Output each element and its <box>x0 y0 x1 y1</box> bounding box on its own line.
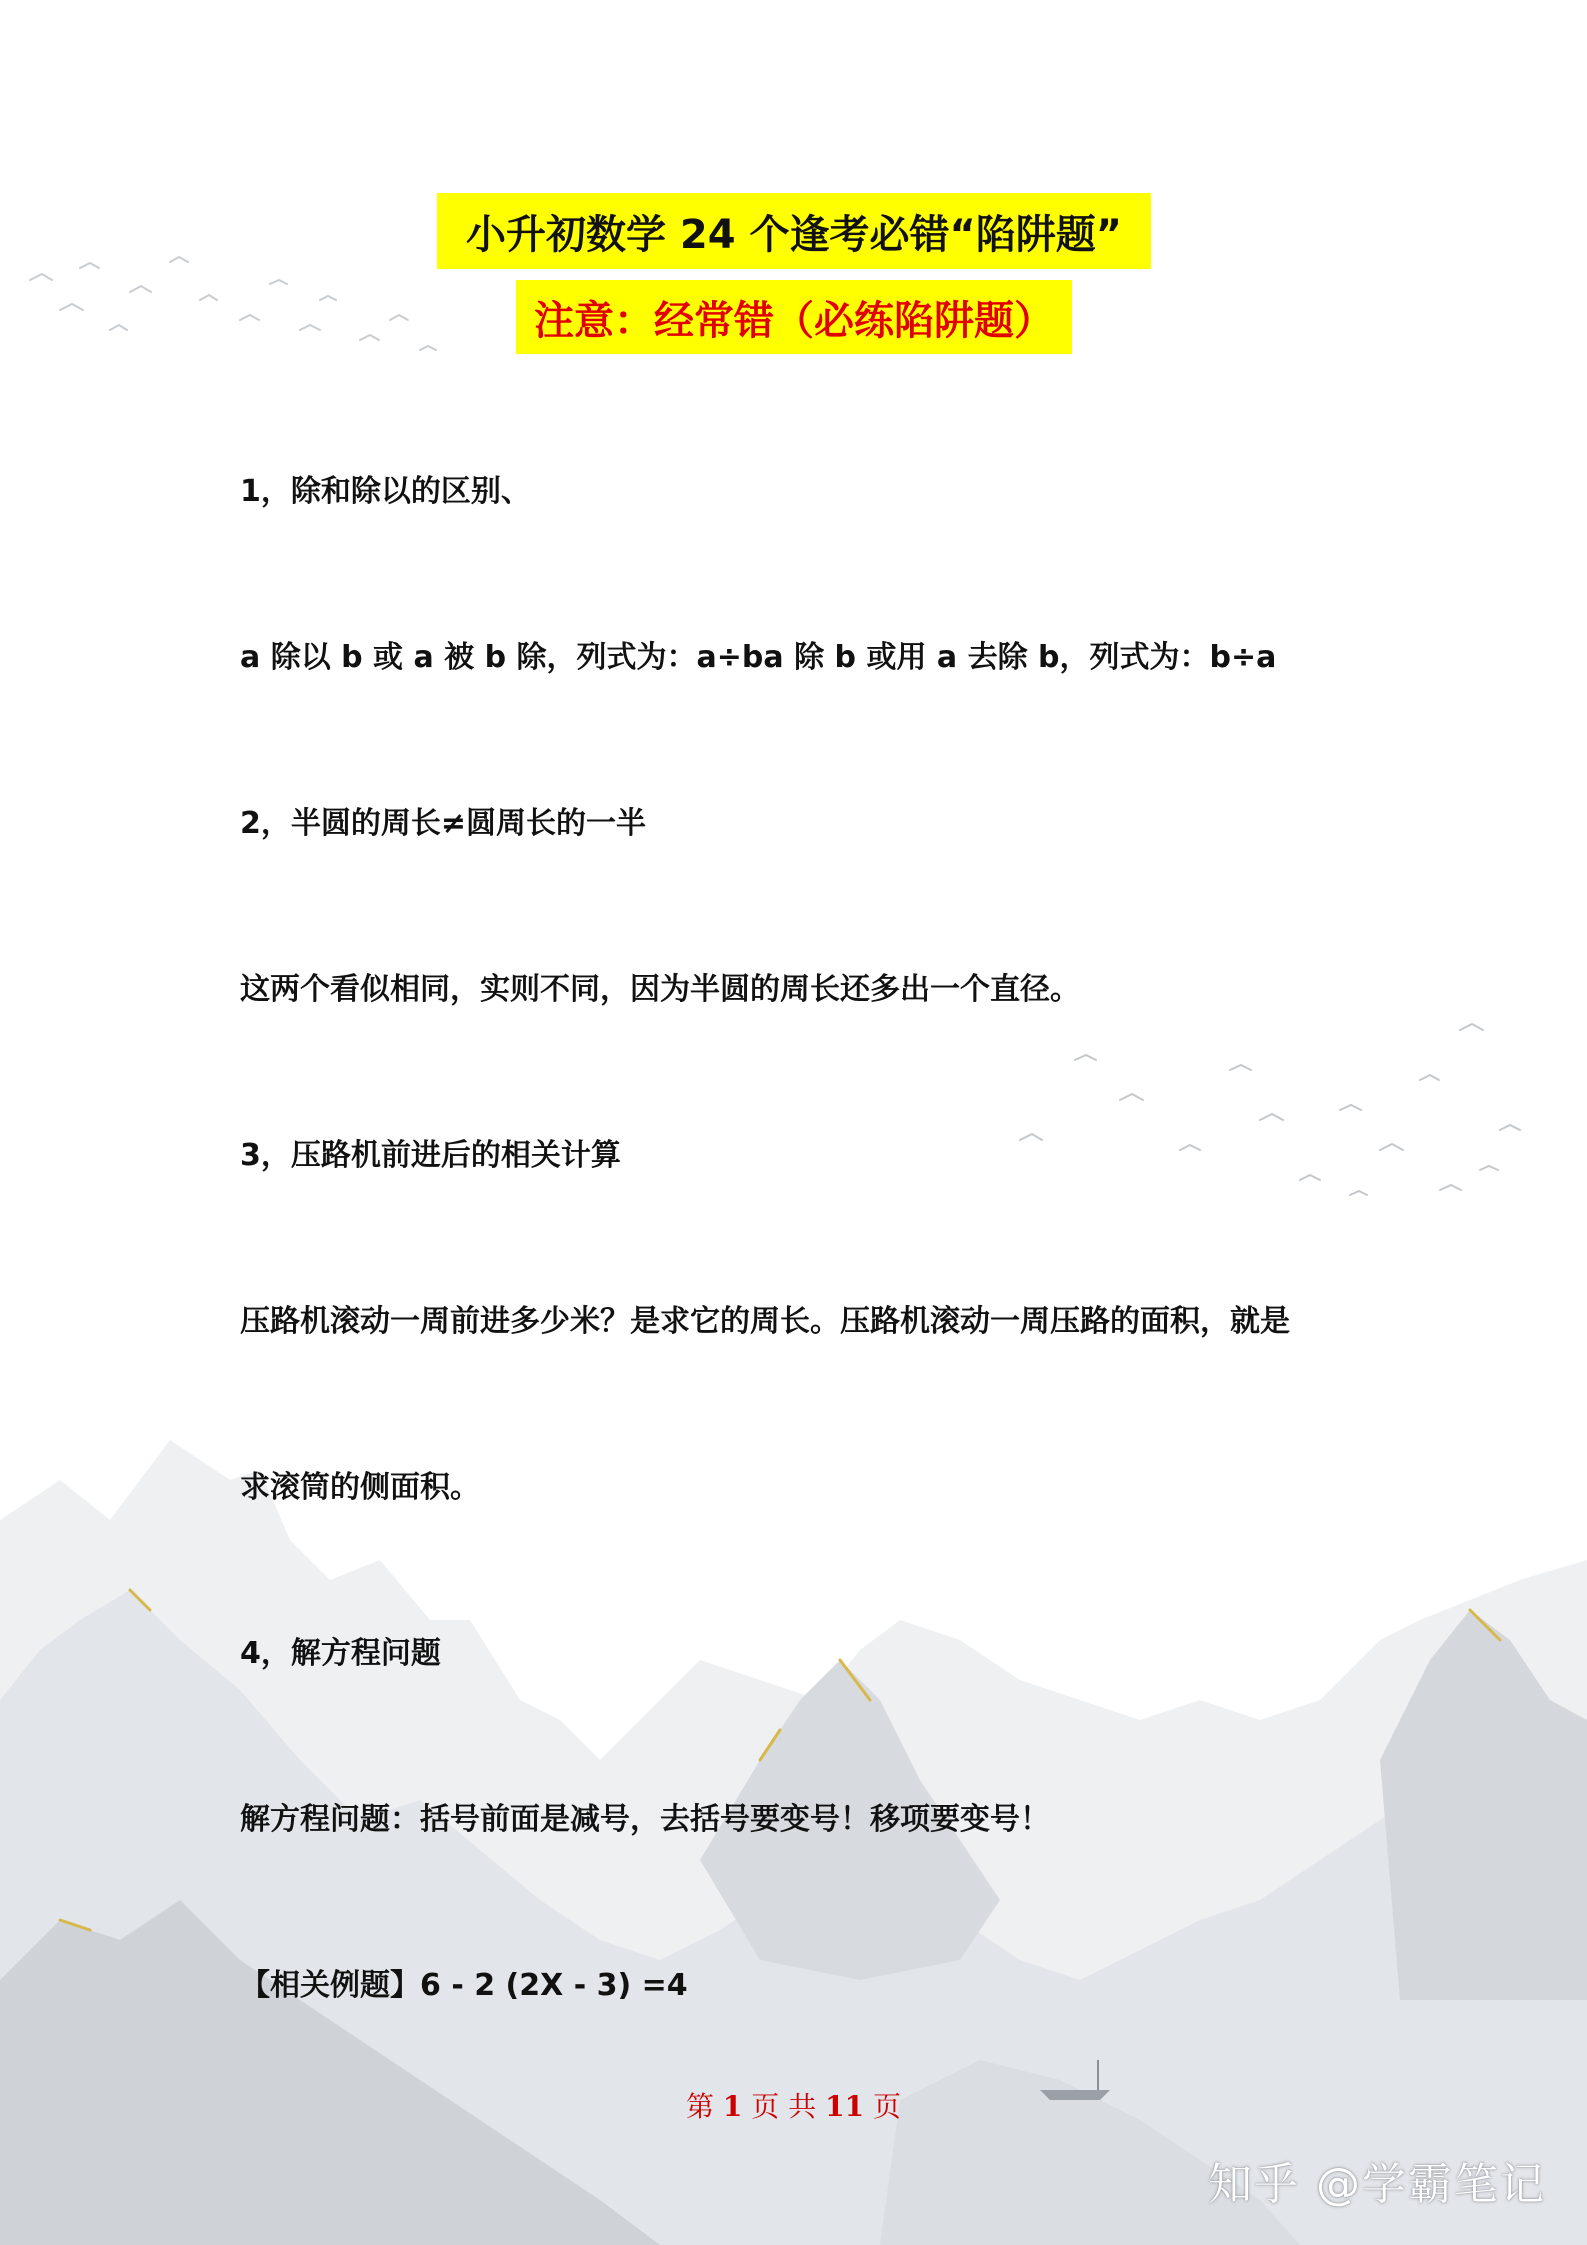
footer-total-pages: 11 <box>825 2090 865 2123</box>
bird-flock-top-left <box>30 257 436 350</box>
footer-prefix: 第 <box>685 2090 714 2123</box>
item-1-body: a 除以 b 或 a 被 b 除，列式为：a÷ba 除 b 或用 a 去除 b，列式为：b÷a <box>240 640 1277 675</box>
page-number-footer <box>0 2085 1587 2125</box>
item-3-heading: 3，压路机前进后的相关计算 <box>240 1138 621 1173</box>
item-3-body-line1: 压路机滚动一周前进多少米？是求它的周长。压路机滚动一周压路的面积，就是 <box>240 1304 1290 1339</box>
footer-suffix: 页 <box>872 2090 901 2123</box>
item-4-heading: 4，解方程问题 <box>240 1636 441 1671</box>
item-4-body: 解方程问题：括号前面是减号，去括号要变号！移项要变号！ <box>240 1802 1050 1837</box>
footer-page-number: 1 <box>722 2090 743 2123</box>
zhihu-watermark: 知乎 @学霸笔记 <box>1208 2159 1546 2210</box>
item-4-example: 【相关例题】6 - 2 (2X - 3) =4 <box>240 1968 688 2003</box>
item-2-body: 这两个看似相同，实则不同，因为半圆的周长还多出一个直径。 <box>240 972 1080 1007</box>
page-title: 小升初数学 24 个逢考必错“陷阱题” <box>437 193 1151 269</box>
footer-middle: 页 共 <box>751 2090 817 2123</box>
item-3-body-line2: 求滚筒的侧面积。 <box>240 1470 480 1505</box>
item-2-heading: 2，半圆的周长≠圆周长的一半 <box>240 806 647 841</box>
page-subtitle: 注意：经常错（必练陷阱题） <box>516 280 1072 354</box>
bird-flock-right <box>1020 1024 1520 1195</box>
item-1-heading: 1，除和除以的区别、 <box>240 474 531 509</box>
